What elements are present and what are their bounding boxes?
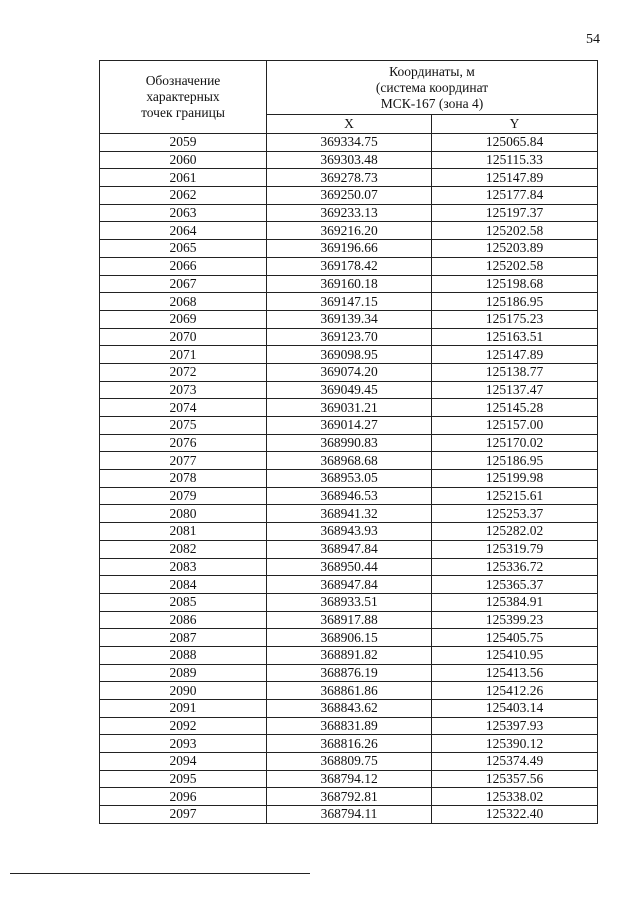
point-id-cell: 2086 xyxy=(100,611,267,629)
x-coordinate-cell: 369303.48 xyxy=(267,151,432,169)
table-row xyxy=(100,452,598,470)
table-header xyxy=(100,61,598,134)
point-id-cell: 2081 xyxy=(100,523,267,541)
page-number: 54 xyxy=(586,32,600,47)
y-coordinate-cell: 125410.95 xyxy=(432,646,598,664)
point-id-cell: 2067 xyxy=(100,275,267,293)
y-coordinate-cell: 125199.98 xyxy=(432,470,598,488)
point-id-cell: 2084 xyxy=(100,576,267,594)
coordinates-header xyxy=(267,61,598,115)
y-coordinate-cell: 125365.37 xyxy=(432,576,598,594)
point-id-cell: 2096 xyxy=(100,788,267,806)
x-coordinate-cell: 369233.13 xyxy=(267,204,432,222)
y-coordinate-cell: 125177.84 xyxy=(432,187,598,205)
y-coordinate-cell: 125322.40 xyxy=(432,806,598,824)
y-coordinate-cell: 125390.12 xyxy=(432,735,598,753)
table-row xyxy=(100,487,598,505)
y-coordinate-cell: 125147.89 xyxy=(432,169,598,187)
point-id-cell: 2075 xyxy=(100,417,267,435)
x-coordinate-cell: 368990.83 xyxy=(267,434,432,452)
table-row xyxy=(100,770,598,788)
y-coordinate-cell: 125197.37 xyxy=(432,204,598,222)
y-coordinate-cell: 125384.91 xyxy=(432,593,598,611)
y-coordinate-cell: 125357.56 xyxy=(432,770,598,788)
coords-header-line: МСК-167 (зона 4) xyxy=(380,95,484,111)
point-id-cell: 2085 xyxy=(100,593,267,611)
y-coordinate-cell: 125412.26 xyxy=(432,682,598,700)
x-coordinate-cell: 368933.51 xyxy=(267,593,432,611)
table-row xyxy=(100,434,598,452)
coords-header-line: (система координат xyxy=(375,79,489,95)
y-coordinate-cell: 125115.33 xyxy=(432,151,598,169)
footnote-divider xyxy=(10,873,310,874)
table-row xyxy=(100,363,598,381)
point-id-cell: 2060 xyxy=(100,151,267,169)
point-id-cell: 2063 xyxy=(100,204,267,222)
table-row xyxy=(100,240,598,258)
point-id-cell: 2082 xyxy=(100,540,267,558)
x-coordinate-cell: 369160.18 xyxy=(267,275,432,293)
point-id-cell: 2088 xyxy=(100,646,267,664)
point-id-cell: 2089 xyxy=(100,664,267,682)
x-coordinate-cell: 369216.20 xyxy=(267,222,432,240)
point-id-cell: 2083 xyxy=(100,558,267,576)
x-coordinate-cell: 369334.75 xyxy=(267,134,432,152)
point-header-line: точек границы xyxy=(141,105,225,120)
x-coordinate-cell: 369147.15 xyxy=(267,293,432,311)
y-coordinate-cell: 125282.02 xyxy=(432,523,598,541)
point-id-cell: 2093 xyxy=(100,735,267,753)
x-coordinate-cell: 369123.70 xyxy=(267,328,432,346)
table-row xyxy=(100,523,598,541)
x-coordinate-cell: 368843.62 xyxy=(267,700,432,718)
y-coordinate-cell: 125374.49 xyxy=(432,753,598,771)
y-coordinate-cell: 125186.95 xyxy=(432,293,598,311)
x-coordinate-cell: 368891.82 xyxy=(267,646,432,664)
table-row xyxy=(100,788,598,806)
point-id-cell: 2059 xyxy=(100,134,267,152)
table-row xyxy=(100,470,598,488)
x-coordinate-cell: 368947.84 xyxy=(267,576,432,594)
y-column-header: Y xyxy=(432,115,598,134)
table-row xyxy=(100,399,598,417)
x-coordinate-cell: 368906.15 xyxy=(267,629,432,647)
point-header-line: Обозначение xyxy=(145,73,221,88)
table-row xyxy=(100,505,598,523)
y-coordinate-cell: 125338.02 xyxy=(432,788,598,806)
y-coordinate-cell: 125202.58 xyxy=(432,222,598,240)
point-id-cell: 2074 xyxy=(100,399,267,417)
y-coordinate-cell: 125319.79 xyxy=(432,540,598,558)
point-id-cell: 2069 xyxy=(100,310,267,328)
x-coordinate-cell: 369139.34 xyxy=(267,310,432,328)
y-coordinate-cell: 125215.61 xyxy=(432,487,598,505)
x-coordinate-cell: 368941.32 xyxy=(267,505,432,523)
x-coordinate-cell: 368794.12 xyxy=(267,770,432,788)
y-coordinate-cell: 125145.28 xyxy=(432,399,598,417)
table-row xyxy=(100,169,598,187)
table-row xyxy=(100,293,598,311)
table-body xyxy=(100,134,598,824)
x-coordinate-cell: 369031.21 xyxy=(267,399,432,417)
x-coordinate-cell: 369196.66 xyxy=(267,240,432,258)
table-row xyxy=(100,558,598,576)
table-row xyxy=(100,806,598,824)
y-coordinate-cell: 125186.95 xyxy=(432,452,598,470)
x-coordinate-cell: 369250.07 xyxy=(267,187,432,205)
x-coordinate-cell: 368876.19 xyxy=(267,664,432,682)
x-coordinate-cell: 368861.86 xyxy=(267,682,432,700)
y-coordinate-cell: 125336.72 xyxy=(432,558,598,576)
x-coordinate-cell: 369098.95 xyxy=(267,346,432,364)
y-coordinate-cell: 125175.23 xyxy=(432,310,598,328)
x-coordinate-cell: 368950.44 xyxy=(267,558,432,576)
y-coordinate-cell: 125170.02 xyxy=(432,434,598,452)
point-header-line: характерных xyxy=(146,89,220,104)
y-coordinate-cell: 125403.14 xyxy=(432,700,598,718)
table-row xyxy=(100,540,598,558)
x-coordinate-cell: 369014.27 xyxy=(267,417,432,435)
table-row xyxy=(100,646,598,664)
table-row xyxy=(100,753,598,771)
x-coordinate-cell: 368794.11 xyxy=(267,806,432,824)
point-id-cell: 2076 xyxy=(100,434,267,452)
x-coordinate-cell: 368968.68 xyxy=(267,452,432,470)
x-coordinate-cell: 369049.45 xyxy=(267,381,432,399)
coords-header-line: Координаты, м xyxy=(389,63,475,79)
point-id-cell: 2087 xyxy=(100,629,267,647)
y-coordinate-cell: 125163.51 xyxy=(432,328,598,346)
x-coordinate-cell: 369074.20 xyxy=(267,363,432,381)
point-id-cell: 2097 xyxy=(100,806,267,824)
table-row xyxy=(100,187,598,205)
x-column-header: X xyxy=(267,115,432,134)
point-id-cell: 2077 xyxy=(100,452,267,470)
table-row xyxy=(100,700,598,718)
table-row xyxy=(100,576,598,594)
table-row xyxy=(100,593,598,611)
y-coordinate-cell: 125253.37 xyxy=(432,505,598,523)
point-designation-header xyxy=(100,61,267,134)
point-id-cell: 2078 xyxy=(100,470,267,488)
table-row xyxy=(100,346,598,364)
point-id-cell: 2068 xyxy=(100,293,267,311)
table-row xyxy=(100,151,598,169)
point-id-cell: 2062 xyxy=(100,187,267,205)
x-coordinate-cell: 368792.81 xyxy=(267,788,432,806)
y-coordinate-cell: 125198.68 xyxy=(432,275,598,293)
y-coordinate-cell: 125157.00 xyxy=(432,417,598,435)
table-row xyxy=(100,664,598,682)
table-row xyxy=(100,204,598,222)
point-id-cell: 2094 xyxy=(100,753,267,771)
point-id-cell: 2064 xyxy=(100,222,267,240)
coordinates-table xyxy=(99,60,598,824)
point-id-cell: 2095 xyxy=(100,770,267,788)
y-coordinate-cell: 125202.58 xyxy=(432,257,598,275)
point-id-cell: 2066 xyxy=(100,257,267,275)
table-row xyxy=(100,682,598,700)
x-coordinate-cell: 368947.84 xyxy=(267,540,432,558)
table-row xyxy=(100,611,598,629)
x-coordinate-cell: 368917.88 xyxy=(267,611,432,629)
table-row xyxy=(100,134,598,152)
y-coordinate-cell: 125147.89 xyxy=(432,346,598,364)
point-id-cell: 2072 xyxy=(100,363,267,381)
table-row xyxy=(100,257,598,275)
point-id-cell: 2080 xyxy=(100,505,267,523)
y-coordinate-cell: 125137.47 xyxy=(432,381,598,399)
x-coordinate-cell: 368831.89 xyxy=(267,717,432,735)
point-id-cell: 2070 xyxy=(100,328,267,346)
y-coordinate-cell: 125138.77 xyxy=(432,363,598,381)
y-coordinate-cell: 125399.23 xyxy=(432,611,598,629)
table-row xyxy=(100,629,598,647)
point-id-cell: 2073 xyxy=(100,381,267,399)
point-id-cell: 2071 xyxy=(100,346,267,364)
y-coordinate-cell: 125397.93 xyxy=(432,717,598,735)
x-coordinate-cell: 369178.42 xyxy=(267,257,432,275)
table-row xyxy=(100,328,598,346)
table-row xyxy=(100,222,598,240)
point-id-cell: 2065 xyxy=(100,240,267,258)
point-id-cell: 2079 xyxy=(100,487,267,505)
x-coordinate-cell: 368953.05 xyxy=(267,470,432,488)
y-coordinate-cell: 125065.84 xyxy=(432,134,598,152)
y-coordinate-cell: 125413.56 xyxy=(432,664,598,682)
x-coordinate-cell: 368816.26 xyxy=(267,735,432,753)
point-id-cell: 2061 xyxy=(100,169,267,187)
point-id-cell: 2090 xyxy=(100,682,267,700)
point-id-cell: 2091 xyxy=(100,700,267,718)
x-coordinate-cell: 368946.53 xyxy=(267,487,432,505)
x-coordinate-cell: 368943.93 xyxy=(267,523,432,541)
x-coordinate-cell: 369278.73 xyxy=(267,169,432,187)
table-row xyxy=(100,275,598,293)
table-row xyxy=(100,417,598,435)
table-row xyxy=(100,310,598,328)
table-row xyxy=(100,717,598,735)
y-coordinate-cell: 125405.75 xyxy=(432,629,598,647)
y-coordinate-cell: 125203.89 xyxy=(432,240,598,258)
point-id-cell: 2092 xyxy=(100,717,267,735)
table-row xyxy=(100,735,598,753)
x-coordinate-cell: 368809.75 xyxy=(267,753,432,771)
table-row xyxy=(100,381,598,399)
